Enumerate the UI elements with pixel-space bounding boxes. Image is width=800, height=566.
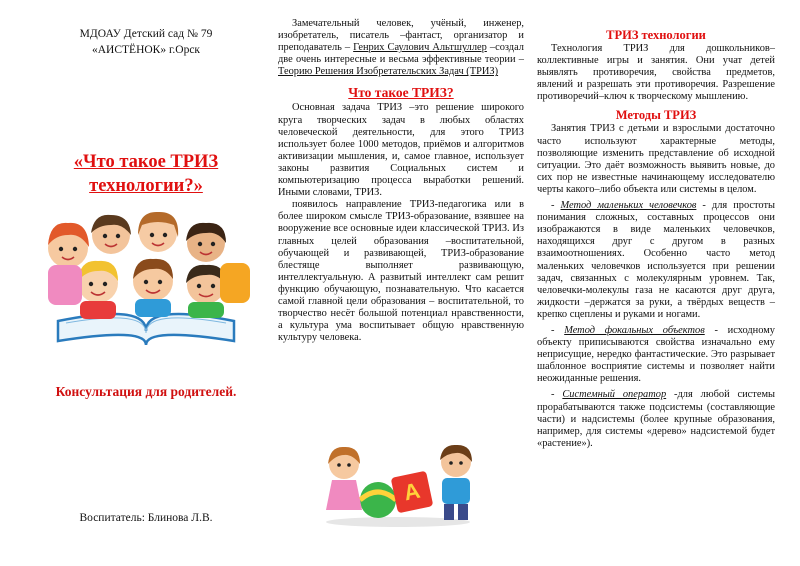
teacher-name: Воспитатель: Блинова Л.В. (79, 512, 213, 524)
altshuller-name: Генрих Саулович Альтшуллер (353, 42, 487, 54)
method-focal-objects-paragraph (537, 325, 775, 385)
triz-technology-heading: ТРИЗ технологии (606, 28, 706, 42)
system-operator-prefix: - (551, 389, 563, 401)
method-little-men-term: Метод маленьких человечков (560, 200, 697, 212)
kids-with-letter-blocks-illustration (308, 436, 488, 528)
title-line-1: «Что такое ТРИЗ (73, 152, 219, 172)
org-city: «АИСТЁНОК» г.Орск (91, 44, 201, 56)
title-line-2: технологии?» (89, 176, 203, 196)
method-focal-objects-text: - исходному объекту приписываются свойства изначально ему неприсущие, нередко фантастические. Это разрывает шаблонное восприятие системы и позволяет найти неожиданные решения. (537, 324, 775, 385)
leaflet-title (28, 150, 264, 198)
method-focal-objects-prefix: - (551, 324, 565, 336)
org-name: МДОАУ Детский сад № 79 (79, 28, 213, 40)
triz-methods-intro-paragraph: Занятия ТРИЗ с детьми и взрослыми достаточно часто используют характерные методы, позволяющие изменить представление об исходной ситуации. Это даёт возможность выявить новые, до сих пор не известные начинающему исследователю черты какого–либо объекта или системы в целом. (537, 123, 775, 195)
method-little-men-prefix: - (551, 200, 561, 212)
triz-methods-heading: Методы ТРИЗ (615, 108, 697, 123)
method-focal-objects-term: Метод фокальных объектов (564, 324, 705, 336)
leaflet-cover-column (28, 0, 264, 566)
intro-text-a: Замечательный человек, учёный, инженер, изобретатель, писатель –фантаст, организатор и преподаватель – (278, 18, 524, 54)
triz-methods-column (537, 0, 775, 566)
svg-text:А: А (401, 477, 423, 506)
children-reading-book-illustration (28, 203, 264, 348)
method-little-men-paragraph (537, 200, 775, 321)
triz-pedagogy-paragraph: появилось направление ТРИЗ-педагогика или в более широком смысле ТРИЗ-образование, взявшее на вооружение все основные идеи классической ТРИЗ. Из главных целей образования –воспитательной, обучающей и развивающей, ТРИЗ-образование блестяще выполняет развивающую, интеллектуальную. А развитый интеллект сам решит функцию обучающую, познавательную. Что касается самой главной цели образования – воспитательной, то творчество несёт большой потенциал нравственности, а культура ума воспитывает общую нравственную культуру человека. (278, 199, 524, 344)
triz-theory-name: Теорию Решения Изобретательских Задач (ТРИЗ) (278, 66, 499, 78)
what-is-triz-heading: Что такое ТРИЗ? (348, 85, 454, 101)
what-is-triz-column (278, 0, 524, 566)
system-operator-term: Системный оператор (562, 389, 667, 401)
intro-text-b: –создал две очень интересные и весьма эффективные теории – (278, 42, 524, 66)
consultation-subtitle: Консультация для родителей. (55, 384, 237, 399)
system-operator-paragraph (537, 389, 775, 449)
intro-paragraph (278, 18, 524, 78)
triz-technology-paragraph: Технология ТРИЗ для дошкольников– коллективные игры и занятия. Они учат детей выявлять противоречия, свойства предметов, явлений и разрешать эти противоречия. Разрешение противоречий–ключ к творческому мышлению. (537, 43, 775, 103)
method-little-men-text: - для простоты понимания сложных, составных процессов они изображаются в виде маленьких человечков, находящихся друг с другом в разных взаимоотношениях. Особенно часто метод маленьких человечков используется при решении задач, связанных с молекулярным уровнем. Так, человечки-молекулы газа не касаются друг друга, жидкости –держатся за руки, а твёрдых веществ –крепко сцеплены и руками и ногами. (537, 200, 775, 320)
system-operator-text: -для любой системы прорабатываются также подсистемы (составляющие части) и надсистемы (более крупные образования, например, для системы «дерево» надсистемой будет «растение»). (537, 389, 776, 449)
organization-header (28, 26, 264, 58)
triz-main-task-paragraph: Основная задача ТРИЗ –это решение широкого круга творческих задач в любых областях человеческой деятельности, для этого ТРИЗ использует более 1000 методов, приёмов и алгоритмов активизации мышления, и, самое главное, использует законы развития Социальных систем и компьютеризацию процесса выработки решений. Иными словами, ТРИЗ. (278, 102, 524, 199)
